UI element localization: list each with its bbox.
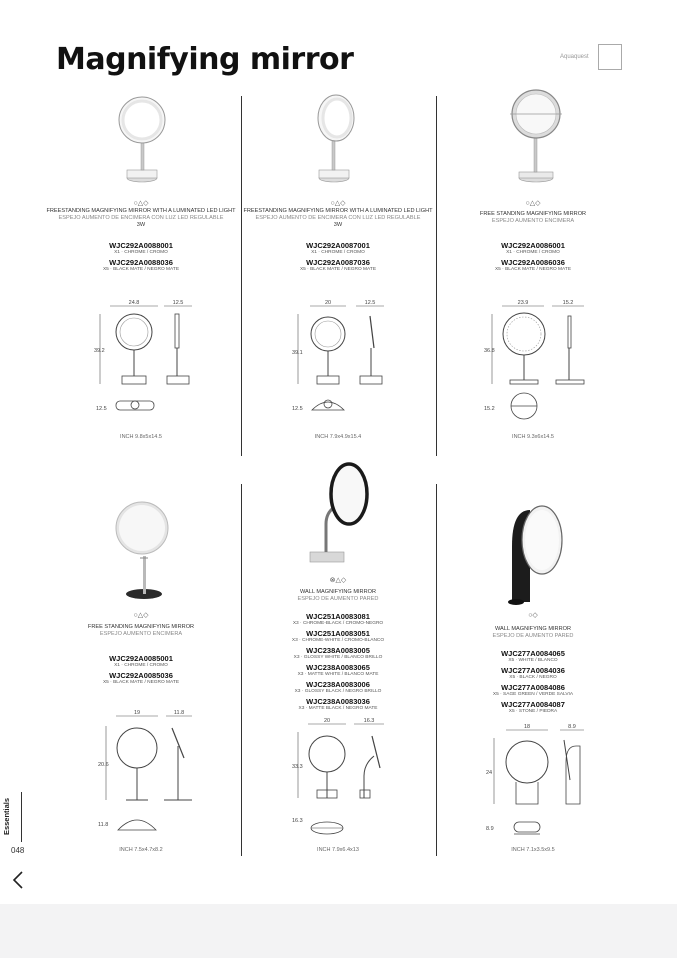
sku-finish: X3 · CHROME-WHITE / CROMO-BLANCO: [291, 638, 385, 643]
feature-icons: ○△◇: [525, 200, 541, 207]
page-title: Magnifying mirror: [56, 42, 354, 77]
product-name: [243, 589, 433, 603]
column-divider: [241, 484, 242, 856]
page-number: 048: [11, 846, 25, 855]
sku-finish: X5 · BLACK MATE / NEGRO MATE: [102, 680, 180, 685]
dim-width: 20: [324, 300, 332, 306]
sku-list: [438, 241, 628, 275]
dim-height: 39.2: [94, 348, 105, 354]
dim-width: 23.9: [517, 300, 529, 306]
product-name-en: WALL MAGNIFYING MIRROR: [494, 626, 572, 632]
product-photo-freestanding-black-base: [110, 498, 180, 604]
feature-icons: ○△◇: [330, 200, 346, 207]
chevron-left-icon[interactable]: [8, 868, 30, 892]
product-name-en: WALL MAGNIFYING MIRROR: [299, 589, 377, 595]
sku-code: WJC277A0084036: [501, 666, 565, 675]
sku-code: WJC292A0085001: [109, 654, 173, 663]
technical-drawing: [284, 294, 394, 424]
sku-finish: X3 · CHROME-BLACK / CROMO-NEGRO: [292, 621, 384, 626]
product-name: [46, 208, 236, 229]
dim-depth: 12.5: [364, 300, 376, 306]
sku-code: WJC277A0084086: [501, 683, 565, 692]
product-photo-wall-black-frame: [302, 462, 378, 572]
inch-dimensions: INCH 9.8x5x14.5: [120, 434, 162, 440]
technical-drawing: [284, 716, 394, 846]
sku-code: WJC277A0084087: [501, 700, 565, 709]
sku-list: [438, 649, 628, 717]
section-side-label-text: Essentials: [2, 797, 12, 836]
dim-height: 36.8: [484, 348, 495, 354]
feature-icons: ○◇: [528, 612, 538, 619]
product-name-es: ESPEJO DE AUMENTO PARED: [492, 633, 574, 639]
technical-drawing: [88, 294, 198, 424]
sku-code: WJC238A0083065: [306, 663, 370, 672]
sku-finish: X5 · BLACK MATE / NEGRO MATE: [299, 267, 377, 272]
sku-finish: X5 · STONE / PIEDRA: [508, 709, 558, 714]
brand-logo-box: [598, 44, 622, 70]
sku-finish: X3 · GLOSSY BLACK / NEGRO BRILLO: [294, 689, 382, 694]
product-name-es: ESPEJO AUMENTO DE ENCIMERA CON LUZ LED REGULABLE: [255, 215, 421, 221]
column-divider: [241, 96, 242, 456]
product-name: [438, 626, 628, 640]
technical-drawing: [480, 720, 590, 846]
product-photo-led-chrome: [110, 92, 190, 192]
product-name-es: ESPEJO DE AUMENTO PARED: [297, 596, 379, 602]
dim-base: 12.5: [96, 406, 107, 412]
sku-list: [46, 654, 236, 688]
dim-depth: 12.5: [172, 300, 184, 306]
product-power: 3W: [333, 222, 343, 228]
sku-finish: X3 · GLOSSY WHITE / BLANCO BRILLO: [293, 655, 383, 660]
side-divider: [21, 792, 22, 842]
sku-code: WJC292A0087036: [306, 258, 370, 267]
dim-height: 39.1: [292, 350, 303, 356]
section-side-label: [2, 794, 20, 844]
product-name-en: FREESTANDING MAGNIFYING MIRROR WITH A LUMINATED LED LIGHT: [46, 208, 236, 214]
sku-list: [243, 612, 433, 714]
sku-finish: X5 · BLACK MATE / NEGRO MATE: [494, 267, 572, 272]
brand-logo-text: Aquaquest: [560, 54, 589, 60]
sku-code: WJC251A0083051: [306, 629, 370, 638]
sku-finish: X5 · SAGE GREEN / VERDE SALVIA: [492, 692, 574, 697]
column-divider: [436, 96, 437, 456]
product-photo-led-slim: [304, 92, 384, 192]
sku-finish: X3 · MATTE BLACK / NEGRO MATE: [298, 706, 378, 711]
dim-height: 24: [486, 770, 493, 776]
sku-finish: X1 · CHROME / CROMO: [114, 663, 168, 668]
dim-depth: 11.8: [173, 710, 185, 716]
dim-height: 33.3: [292, 764, 303, 770]
sku-code: WJC251A0083081: [306, 612, 370, 621]
inch-dimensions: INCH 7.1x3.5x9.5: [511, 847, 555, 853]
sku-finish: X5 · WHITE / BLANCO: [508, 658, 558, 663]
inch-dimensions: INCH 9.3x6x14.5: [512, 434, 554, 440]
technical-drawing: [92, 706, 202, 846]
sku-finish: X5 · BLACK / NEGRO: [509, 675, 557, 680]
product-name: [438, 211, 628, 225]
product-power: 3W: [136, 222, 146, 228]
sku-code: WJC292A0086001: [501, 241, 565, 250]
product-photo-wall-black-body: [506, 502, 576, 606]
product-name-en: FREE STANDING MAGNIFYING MIRROR: [479, 211, 587, 217]
dim-depth: 16.3: [363, 718, 375, 724]
dim-depth: 8.9: [568, 724, 576, 730]
product-name: [46, 624, 236, 638]
sku-code: WJC238A0083036: [306, 697, 370, 706]
dim-width: 19: [133, 710, 141, 716]
dim-width: 18: [523, 724, 531, 730]
sku-finish: X5 · BLACK MATE / NEGRO MATE: [102, 267, 180, 272]
product-name-es: ESPEJO AUMENTO ENCIMERA: [99, 631, 183, 637]
inch-dimensions: INCH 7.9x6.4x13: [317, 847, 359, 853]
brand-logo: [560, 42, 624, 72]
inch-dimensions: INCH 7.5x4.7x8.2: [119, 847, 163, 853]
product-name-en: FREE STANDING MAGNIFYING MIRROR: [87, 624, 195, 630]
column-divider: [436, 484, 437, 856]
sku-list: [243, 241, 433, 275]
product-name: [243, 208, 433, 229]
dim-depth: 15.2: [562, 300, 574, 306]
feature-icons: ⊗△◇: [329, 577, 347, 584]
dim-width: 20: [323, 718, 331, 724]
dim-base: 12.5: [292, 406, 303, 412]
technical-drawing: [480, 294, 590, 424]
product-name-es: ESPEJO AUMENTO ENCIMERA: [491, 218, 575, 224]
dim-height: 20.6: [98, 762, 109, 768]
sku-code: WJC292A0088001: [109, 241, 173, 250]
feature-icons: ○△◇: [133, 200, 149, 207]
dim-base: 16.3: [292, 818, 303, 824]
product-photo-freestanding-chrome: [500, 88, 580, 192]
sku-finish: X1 · CHROME / CROMO: [114, 250, 168, 255]
sku-list: [46, 241, 236, 275]
dim-base: 15.2: [484, 406, 495, 412]
dim-base: 11.8: [98, 822, 109, 828]
sku-code: WJC238A0083005: [306, 646, 370, 655]
feature-icons: ○△◇: [133, 612, 149, 619]
sku-code: WJC292A0085036: [109, 671, 173, 680]
viewer-footer-bar: [0, 904, 677, 958]
dim-base: 8.9: [486, 826, 494, 832]
product-name-es: ESPEJO AUMENTO DE ENCIMERA CON LUZ LED REGULABLE: [58, 215, 224, 221]
sku-finish: X1 · CHROME / CROMO: [506, 250, 560, 255]
inch-dimensions: INCH 7.9x4.9x15.4: [314, 434, 362, 440]
sku-code: WJC238A0083006: [306, 680, 370, 689]
product-name-en: FREESTANDING MAGNIFYING MIRROR WITH A LUMINATED LED LIGHT: [243, 208, 433, 214]
sku-code: WJC292A0086036: [501, 258, 565, 267]
sku-finish: X1 · CHROME / CROMO: [311, 250, 365, 255]
sku-finish: X3 · MATTE WHITE / BLANCO MATE: [297, 672, 379, 677]
sku-code: WJC292A0087001: [306, 241, 370, 250]
sku-code: WJC277A0084065: [501, 649, 565, 658]
sku-code: WJC292A0088036: [109, 258, 173, 267]
dim-width: 24.8: [128, 300, 140, 306]
